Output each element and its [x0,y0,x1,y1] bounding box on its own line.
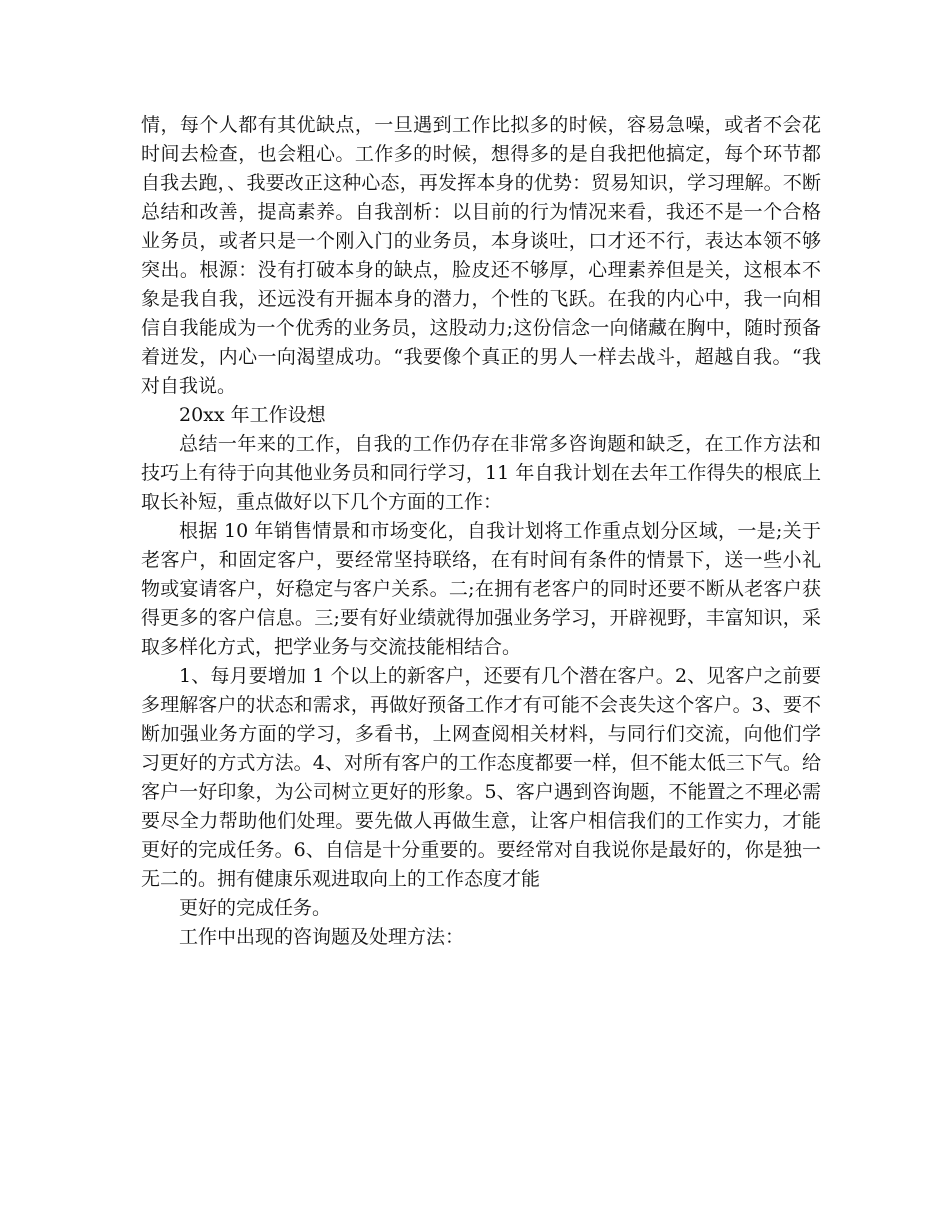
section-heading-work-plan: 20xx 年工作设想 [179,404,326,426]
paragraph-6: 工作中出现的咨询题及处理方法： [179,926,465,948]
paragraph-1: 情，每个人都有其优缺点，一旦遇到工作比拟多的时候，容易急噪，或者不会花时间去检查，也会粗心。工作多的时候，想得多的是自我把他搞定，每个环节都自我去跑，、我要改正这种心态，再发挥本身的优势：贸易知识，学习理解。不断总结和改善，提高素养。自我剖析：以目前的行为情况来看，我还不是一个合格业务员，或者只是一个刚入门的业务员，本身谈吐，口才还不行，表达本领不够突出。根源：没有打破本身的缺点，脸皮还不够厚，心理素养但是关，这根本不象是我自我，还远没有开掘本身的潜力，个性的飞跃。在我的内心中，我一向相信自我能成为一个优秀的业务员，这股动力;这份信念一向储藏在胸中，随时预备着迸发，内心一向渴望成功。“我要像个真正的男人一样去战斗，超越自我。“我对自我说。 [141,114,821,397]
paragraph-2: 总结一年来的工作，自我的工作仍存在非常多咨询题和缺乏，在工作方法和技巧上有待于向其他业务员和同行学习，11 年自我计划在去年工作得失的根底上取长补短，重点做好以下几个方面的工作： [141,433,821,513]
paragraph-4: 1、每月要增加 1 个以上的新客户，还要有几个潜在客户。2、见客户之前要多理解客户的状态和需求，再做好预备工作才有可能不会丧失这个客户。3、要不断加强业务方面的学习，多看书，上网查阅相关材料，与同行们交流，向他们学习更好的方式方法。4、对所有客户的工作态度都要一样，但不能太低三下气。给客户一好印象，为公司树立更好的形象。5、客户遇到咨询题，不能置之不理必需要尽全力帮助他们处理。要先做人再做生意，让客户相信我们的工作实力，才能更好的完成任务。6、自信是十分重要的。要经常对自我说你是最好的，你是独一无二的。拥有健康乐观进取向上的工作态度才能 [141,665,821,890]
document-body [141,111,821,952]
paragraph-3: 根据 10 年销售情景和市场变化，自我计划将工作重点划分区域，一是;关于老客户，和固定客户，要经常坚持联络，在有时间有条件的情景下，送一些小礼物或宴请客户，好稳定与客户关系。二;在拥有老客户的同时还要不断从老客户获得更多的客户信息。三;要有好业绩就得加强业务学习，开辟视野，丰富知识，采取多样化方式，把学业务与交流技能相结合。 [141,520,821,658]
paragraph-5: 更好的完成任务。 [179,897,332,919]
